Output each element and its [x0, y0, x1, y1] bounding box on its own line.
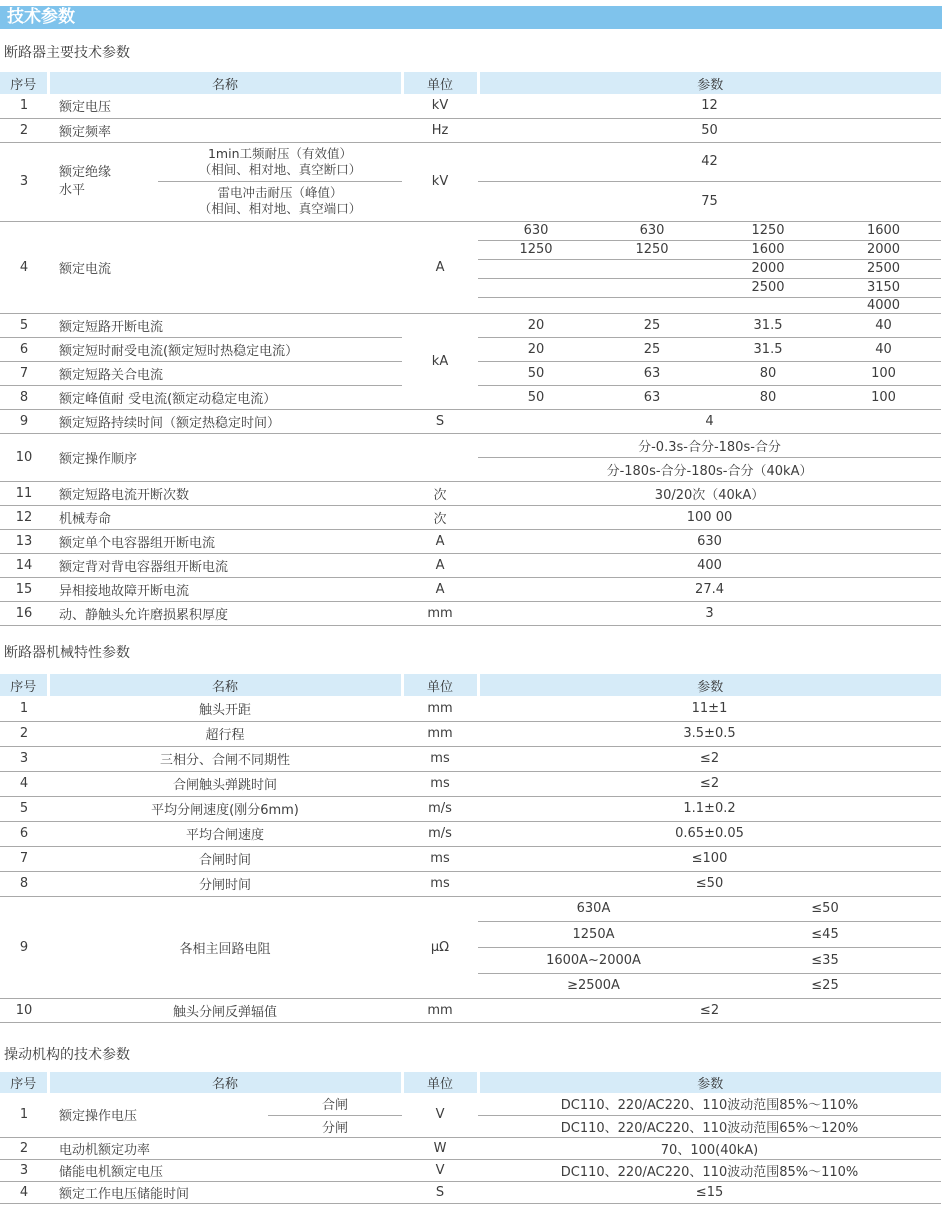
- header-name: 名称: [48, 72, 402, 94]
- resistance-current: ≥2500A: [478, 973, 709, 998]
- current-cell: 2500: [710, 278, 826, 297]
- row-value: 100 00: [478, 505, 941, 529]
- row-unit: m/s: [402, 821, 478, 846]
- row-value: 1.1±0.2: [478, 796, 941, 821]
- table-row: [0, 998, 941, 1022]
- row-name: 超行程: [48, 721, 402, 746]
- row-no: 3: [0, 746, 48, 771]
- row-unit: mm: [402, 696, 478, 721]
- table-row: [0, 896, 941, 921]
- row-unit: W: [402, 1137, 478, 1159]
- row-value: 11±1: [478, 696, 941, 721]
- value-cell: 63: [594, 361, 710, 385]
- table-row: [0, 746, 941, 771]
- row-no: 2: [0, 1137, 48, 1159]
- banner-title: 技术参数: [7, 7, 75, 27]
- row-value: DC110、220/AC220、110波动范围85%～110%: [478, 1093, 941, 1115]
- value-cell: 100: [826, 385, 941, 409]
- current-cell: [710, 297, 826, 313]
- row-name: 各相主回路电阻: [48, 896, 402, 998]
- header-no: 序号: [0, 1072, 48, 1093]
- row-name: 额定频率: [48, 118, 402, 142]
- row-unit: S: [402, 409, 478, 433]
- table-row: [0, 821, 941, 846]
- row-no: 1: [0, 696, 48, 721]
- row-unit: mm: [402, 998, 478, 1022]
- row-unit: kA: [402, 313, 478, 409]
- section-title-mechanical-params: 断路器机械特性参数: [4, 645, 130, 661]
- row-value: ≤50: [478, 871, 941, 896]
- row-value: 0.65±0.05: [478, 821, 941, 846]
- row-unit: 次: [402, 505, 478, 529]
- row-no: 14: [0, 553, 48, 577]
- row-name: 异相接地故障开断电流: [48, 577, 402, 601]
- resistance-current: 1250A: [478, 921, 709, 947]
- current-cell: [478, 278, 594, 297]
- row-no: 10: [0, 433, 48, 481]
- table-row: [0, 142, 941, 181]
- row-name: 平均分闸速度(刚分6mm): [48, 796, 402, 821]
- row-value: ≤2: [478, 998, 941, 1022]
- row-no: 16: [0, 601, 48, 625]
- table-row: [0, 409, 941, 433]
- row-subname: [158, 142, 402, 181]
- row-unit: Hz: [402, 118, 478, 142]
- row-no: 7: [0, 846, 48, 871]
- current-cell: 1250: [478, 240, 594, 259]
- current-cell: 1250: [710, 221, 826, 240]
- subname-line2: （相间、相对地、真空端口）: [198, 201, 362, 216]
- resistance-current: 630A: [478, 896, 709, 921]
- table-row: [0, 1137, 941, 1159]
- row-subname: [158, 181, 402, 221]
- current-cell: 4000: [826, 297, 941, 313]
- table-header-row: [0, 1072, 941, 1093]
- row-no: 3: [0, 1159, 48, 1181]
- row-unit: A: [402, 221, 478, 313]
- row-value: ≤15: [478, 1181, 941, 1203]
- table-row: [0, 1159, 941, 1181]
- subname-line2: （相间、相对地、真空断口）: [198, 161, 362, 177]
- current-cell: 630: [478, 221, 594, 240]
- table-row: [0, 221, 941, 240]
- row-value: 3: [478, 601, 941, 625]
- row-unit: μΩ: [402, 896, 478, 998]
- table-row: [0, 721, 941, 746]
- row-name: 合闸触头弹跳时间: [48, 771, 402, 796]
- row-value: DC110、220/AC220、110波动范围85%～110%: [478, 1159, 941, 1181]
- resistance-value: ≤45: [709, 921, 941, 947]
- current-cell: 1600: [710, 240, 826, 259]
- row-name: 分闸时间: [48, 871, 402, 896]
- row-unit: V: [402, 1159, 478, 1181]
- table-row: [0, 94, 941, 118]
- row-no: 15: [0, 577, 48, 601]
- row-value: 3.5±0.5: [478, 721, 941, 746]
- operating-mechanism-table: [0, 1072, 941, 1204]
- section-banner: [0, 6, 942, 29]
- table-row: [0, 1181, 941, 1203]
- row-unit: m/s: [402, 796, 478, 821]
- section-title-operating-mechanism: 操动机构的技术参数: [4, 1047, 130, 1063]
- row-value: 400: [478, 553, 941, 577]
- row-no: 6: [0, 821, 48, 846]
- table-row: [0, 553, 941, 577]
- row-no: 2: [0, 118, 48, 142]
- value-cell: 31.5: [710, 313, 826, 337]
- table-row: [0, 433, 941, 457]
- row-unit: kV: [402, 142, 478, 221]
- header-param: 参数: [478, 674, 941, 696]
- row-name: 额定单个电容器组开断电流: [48, 529, 402, 553]
- row-name: 额定电压: [48, 94, 402, 118]
- value-cell: 25: [594, 337, 710, 361]
- row-name: 合闸时间: [48, 846, 402, 871]
- row-name: 触头分闸反弹辐值: [48, 998, 402, 1022]
- table-row: [0, 601, 941, 625]
- row-name: 平均合闸速度: [48, 821, 402, 846]
- row-subname: 分闸: [268, 1115, 402, 1137]
- resistance-value: ≤35: [709, 947, 941, 973]
- row-unit: A: [402, 529, 478, 553]
- table-row: [0, 577, 941, 601]
- row-value: DC110、220/AC220、110波动范围65%～120%: [478, 1115, 941, 1137]
- header-unit: 单位: [402, 1072, 478, 1093]
- value-cell: 80: [710, 361, 826, 385]
- value-cell: 40: [826, 313, 941, 337]
- table-header-row: [0, 674, 941, 696]
- row-no: 8: [0, 871, 48, 896]
- row-name: 触头开距: [48, 696, 402, 721]
- table-row: [0, 481, 941, 505]
- row-name: 额定短路电流开断次数: [48, 481, 402, 505]
- row-name: 额定短时耐受电流(额定短时热稳定电流）: [48, 337, 402, 361]
- header-unit: 单位: [402, 674, 478, 696]
- row-no: 9: [0, 896, 48, 998]
- header-unit: 单位: [402, 72, 478, 94]
- value-cell: 20: [478, 337, 594, 361]
- value-cell: 100: [826, 361, 941, 385]
- row-name-line1: 额定绝缘: [59, 164, 112, 180]
- row-no: 10: [0, 998, 48, 1022]
- row-no: 5: [0, 313, 48, 337]
- value-cell: 50: [478, 385, 594, 409]
- value-cell: 31.5: [710, 337, 826, 361]
- header-param: 参数: [478, 72, 941, 94]
- table-row: [0, 529, 941, 553]
- header-param: 参数: [478, 1072, 941, 1093]
- row-no: 5: [0, 796, 48, 821]
- row-unit: ms: [402, 746, 478, 771]
- row-no: 12: [0, 505, 48, 529]
- subname-line1: 1min工频耐压（有效值）: [207, 145, 353, 161]
- row-unit: mm: [402, 601, 478, 625]
- row-no: 3: [0, 142, 48, 221]
- row-name: 额定电流: [48, 221, 402, 313]
- row-name: 额定操作电压: [48, 1093, 268, 1137]
- row-name-line2: 水平: [59, 182, 86, 198]
- row-unit: mm: [402, 721, 478, 746]
- row-name: 机械寿命: [48, 505, 402, 529]
- row-name: 三相分、合闸不同期性: [48, 746, 402, 771]
- row-name: 额定背对背电容器组开断电流: [48, 553, 402, 577]
- current-cell: 2000: [826, 240, 941, 259]
- row-unit: ms: [402, 771, 478, 796]
- row-no: 7: [0, 361, 48, 385]
- row-no: 1: [0, 94, 48, 118]
- current-cell: [594, 278, 710, 297]
- row-unit: ms: [402, 846, 478, 871]
- subname-line1: 雷电冲击耐压（峰值）: [217, 185, 343, 200]
- current-cell: [594, 259, 710, 278]
- row-name: 额定操作顺序: [48, 433, 402, 481]
- table-row: [0, 696, 941, 721]
- value-cell: 40: [826, 337, 941, 361]
- row-name: 额定短路开断电流: [48, 313, 402, 337]
- value-cell: 80: [710, 385, 826, 409]
- row-no: 6: [0, 337, 48, 361]
- current-cell: 1250: [594, 240, 710, 259]
- value-cell: 25: [594, 313, 710, 337]
- header-no: 序号: [0, 674, 48, 696]
- main-params-table: [0, 72, 941, 626]
- row-unit: [402, 433, 478, 481]
- row-unit: A: [402, 553, 478, 577]
- table-row: [0, 118, 941, 142]
- row-no: 8: [0, 385, 48, 409]
- row-unit: A: [402, 577, 478, 601]
- table-row: [0, 846, 941, 871]
- value-cell: 63: [594, 385, 710, 409]
- row-value: ≤2: [478, 746, 941, 771]
- row-name: 电动机额定功率: [48, 1137, 402, 1159]
- row-name: 储能电机额定电压: [48, 1159, 402, 1181]
- row-unit: 次: [402, 481, 478, 505]
- row-no: 13: [0, 529, 48, 553]
- table-row: [0, 771, 941, 796]
- row-value: ≤2: [478, 771, 941, 796]
- row-no: 9: [0, 409, 48, 433]
- row-name: 动、静触头允许磨损累积厚度: [48, 601, 402, 625]
- current-cell: 2000: [710, 259, 826, 278]
- current-cell: 3150: [826, 278, 941, 297]
- row-no: 4: [0, 221, 48, 313]
- row-value: 50: [478, 118, 941, 142]
- row-unit: V: [402, 1093, 478, 1137]
- current-cell: [478, 297, 594, 313]
- row-value: 30/20次（40kA）: [478, 481, 941, 505]
- row-value: 27.4: [478, 577, 941, 601]
- row-value: 分-0.3s-合分-180s-合分: [478, 433, 941, 457]
- row-name: [48, 142, 158, 221]
- row-no: 11: [0, 481, 48, 505]
- current-cell: [594, 297, 710, 313]
- resistance-value: ≤25: [709, 973, 941, 998]
- header-name: 名称: [48, 1072, 402, 1093]
- row-name: 额定工作电压储能时间: [48, 1181, 402, 1203]
- row-value: 630: [478, 529, 941, 553]
- current-cell: [478, 259, 594, 278]
- row-value: 42: [478, 142, 941, 181]
- row-value: 75: [478, 181, 941, 221]
- current-cell: 630: [594, 221, 710, 240]
- row-value: 12: [478, 94, 941, 118]
- mechanical-params-table: [0, 674, 941, 1023]
- table-row: [0, 1093, 941, 1115]
- table-row: [0, 871, 941, 896]
- current-cell: 2500: [826, 259, 941, 278]
- table-row: [0, 796, 941, 821]
- row-name: 额定峰值耐 受电流(额定动稳定电流）: [48, 385, 402, 409]
- header-name: 名称: [48, 674, 402, 696]
- value-cell: 50: [478, 361, 594, 385]
- table-row: [0, 505, 941, 529]
- section-title-main-params: 断路器主要技术参数: [4, 45, 130, 61]
- resistance-current: 1600A~2000A: [478, 947, 709, 973]
- row-no: 2: [0, 721, 48, 746]
- value-cell: 20: [478, 313, 594, 337]
- row-name: 额定短路关合电流: [48, 361, 402, 385]
- row-no: 1: [0, 1093, 48, 1137]
- current-cell: 1600: [826, 221, 941, 240]
- row-unit: S: [402, 1181, 478, 1203]
- row-no: 4: [0, 1181, 48, 1203]
- row-value: 4: [478, 409, 941, 433]
- table-header-row: [0, 72, 941, 94]
- row-value: 70、100(40kA): [478, 1137, 941, 1159]
- header-no: 序号: [0, 72, 48, 94]
- row-value: 分-180s-合分-180s-合分（40kA）: [478, 457, 941, 481]
- table-row: [0, 313, 941, 337]
- row-unit: ms: [402, 871, 478, 896]
- row-no: 4: [0, 771, 48, 796]
- resistance-value: ≤50: [709, 896, 941, 921]
- row-name: 额定短路持续时间（额定热稳定时间）: [48, 409, 402, 433]
- row-subname: 合闸: [268, 1093, 402, 1115]
- row-unit: kV: [402, 94, 478, 118]
- row-value: ≤100: [478, 846, 941, 871]
